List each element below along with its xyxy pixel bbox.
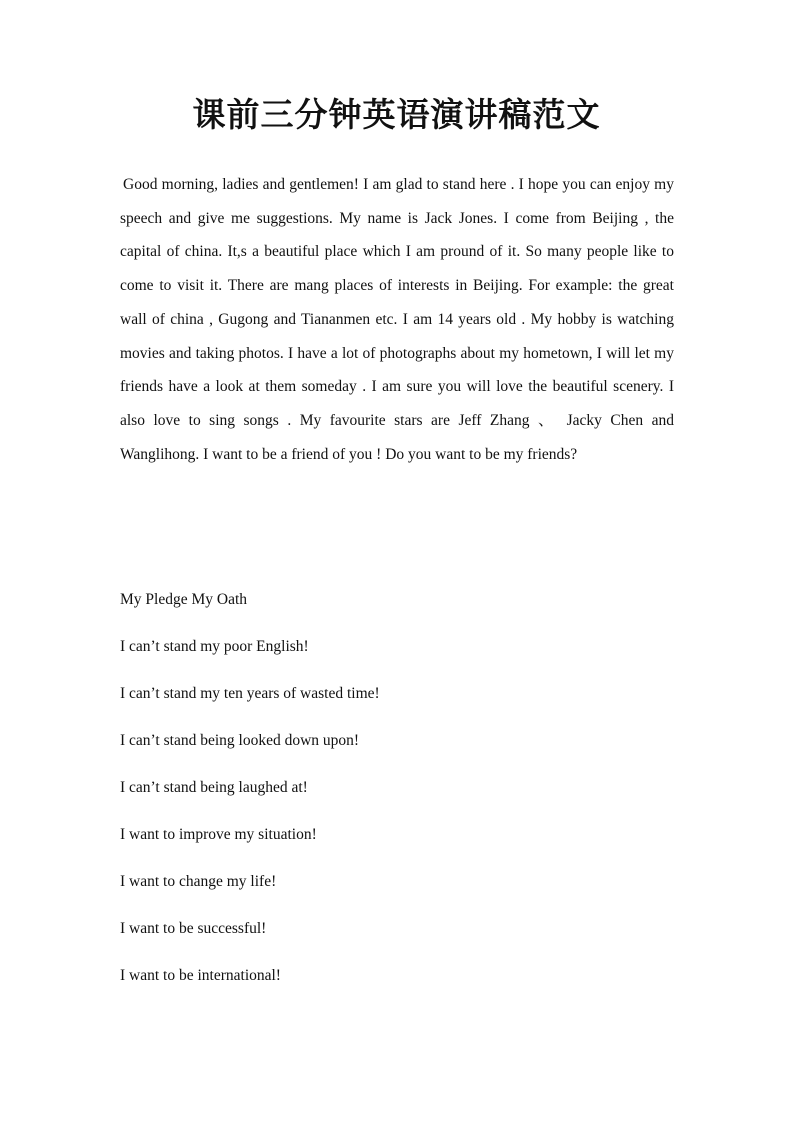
pledge-heading: My Pledge My Oath bbox=[120, 591, 248, 608]
pledge-line: I want to be international! bbox=[120, 967, 281, 984]
pledge-line: I can’t stand being looked down upon! bbox=[120, 732, 360, 749]
intro-paragraph-text: Good morning, ladies and gentlemen! I am glad to stand here . I hope you can enjoy my speech and give me suggestions. My name is Jack Jones. I come from Beijing , the capital of china. It,s a beautiful place which I am pround of it. So many people like to come to visit it. There are mang places of interests in Beijing. For example: the great wall of china , Gugong and Tiananmen etc. I am 14 years old . My hobby is watching movies and taking photos. I have a lot of photographs about my hometown, I will let my friends have a look at them someday . I am sure you will love the beautiful scenery. I also love to sing songs . My favourite stars are Jeff Zhang 、 Jacky Chen and Wanglihong. I want to be a friend of you ! Do you want to be my friends? bbox=[120, 176, 674, 463]
pledge-line: I can’t stand being laughed at! bbox=[120, 779, 308, 796]
document-title: 课前三分钟英语演讲稿范文 bbox=[192, 95, 601, 134]
pledge-line: I can’t stand my poor English! bbox=[120, 638, 309, 655]
pledge-line: I can’t stand my ten years of wasted time! bbox=[120, 685, 380, 702]
pledge-line: I want to improve my situation! bbox=[120, 826, 317, 843]
pledge-lines bbox=[120, 584, 680, 1007]
pledge-line: I want to change my life! bbox=[120, 873, 277, 890]
pledge-line: I want to be successful! bbox=[120, 920, 267, 937]
intro-paragraph bbox=[120, 168, 674, 471]
